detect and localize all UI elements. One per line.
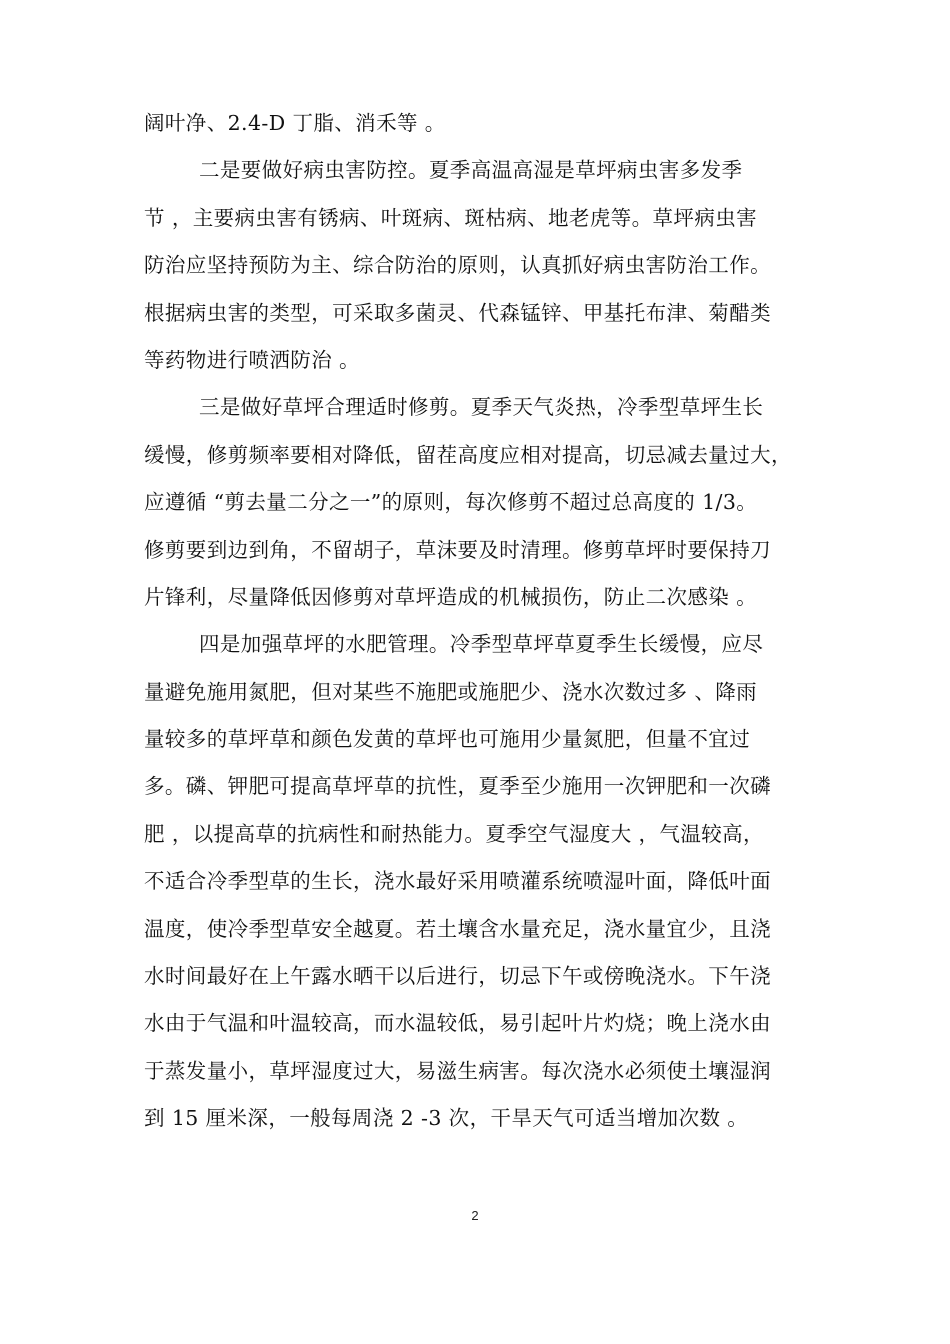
text-line: 修剪要到边到角，不留胡子，草沫要及时清理。修剪草坪时要保持刀 — [144, 537, 771, 562]
body-text — [144, 100, 814, 1143]
text-line: 到 15 厘米深，一般每周浇 2 -3 次，干旱天气可适当增加次数 。 — [144, 1106, 749, 1131]
text-line: 水时间最好在上午露水晒干以后进行，切忌下午或傍晚浇水。下午浇 — [144, 964, 771, 989]
text-line: 应遵循 “剪去量二分之一”的原则，每次修剪不超过总高度的 1/3。 — [144, 490, 758, 515]
text-line: 四是加强草坪的水肥管理。冷季型草坪草夏季生长缓慢，应尽 — [199, 632, 764, 657]
text-line: 三是做好草坪合理适时修剪。夏季天气炎热，冷季型草坪生长 — [199, 395, 764, 420]
text-line: 节 ，主要病虫害有锈病、叶斑病、斑枯病、地老虎等。草坪病虫害 — [144, 205, 758, 230]
text-line: 二是要做好病虫害防控。夏季高温高湿是草坪病虫害多发季 — [199, 158, 743, 183]
text-line: 不适合冷季型草的生长，浇水最好采用喷灌系统喷湿叶面，降低叶面 — [144, 869, 771, 894]
text-line: 缓慢，修剪频率要相对降低，留茬高度应相对提高，切忌减去量过大， — [144, 442, 792, 467]
page-number: 2 — [471, 1208, 479, 1223]
text-line: 量避免施用氮肥，但对某些不施肥或施肥少、浇水次数过多 、降雨 — [144, 679, 758, 704]
text-line: 根据病虫害的类型，可采取多菌灵、代森锰锌、甲基托布津、菊醋类 — [144, 300, 771, 325]
text-line: 阔叶净、2.4-D 丁脂、消禾等 。 — [144, 111, 446, 135]
text-line: 等药物进行喷洒防治 。 — [144, 347, 360, 372]
text-line: 温度，使冷季型草安全越夏。若土壤含水量充足，浇水量宜少，且浇 — [144, 916, 771, 941]
text-line: 水由于气温和叶温较高，而水温较低，易引起叶片灼烧；晚上浇水由 — [144, 1011, 771, 1036]
text-line: 于蒸发量小，草坪湿度过大，易滋生病害。每次浇水必须使土壤湿润 — [144, 1058, 771, 1083]
text-line: 防治应坚持预防为主、综合防治的原则，认真抓好病虫害防治工作。 — [144, 253, 771, 278]
text-line: 片锋利，尽量降低因修剪对草坪造成的机械损伤，防止二次感染 。 — [144, 584, 758, 609]
text-line: 多。磷、钾肥可提高草坪草的抗性，夏季至少施用一次钾肥和一次磷 — [144, 774, 771, 799]
text-line: 量较多的草坪草和颜色发黄的草坪也可施用少量氮肥，但量不宜过 — [144, 727, 751, 752]
text-line: 肥 ，以提高草的抗病性和耐热能力。夏季空气湿度大 ，气温较高， — [144, 821, 764, 846]
